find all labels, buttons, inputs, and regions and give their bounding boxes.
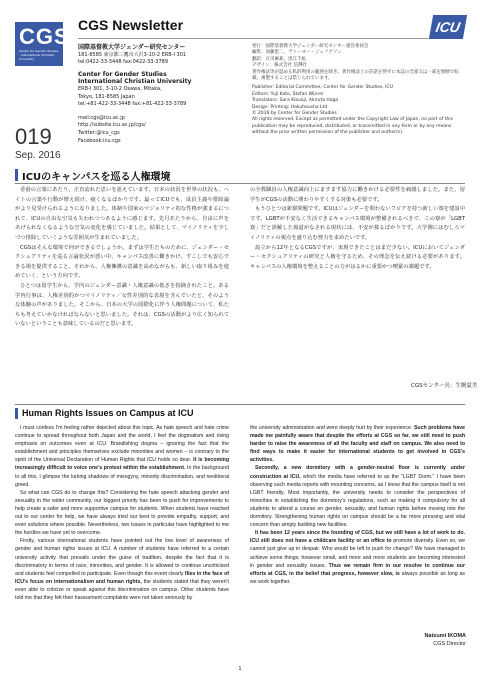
- en-bold-text: Such problems have made me painfully aware that despite the efforts at CGS so far, we still need to push harder to raise the awareness of all the faculty and staff on campus. We also need to find ways to make it easier for international students to get involved in CGS's activities.: [250, 425, 465, 464]
- jp-paragraph: 香港の言葉にあたり、正直流れた思いを語えています。日本の状況を世界の状況も、ヘイトの言葉や行動が增え続け、疲くなるばかりです。最ってICUでも、成員主義や排除論がより見受けられるようになりました。体制や国家のマジョリティ的な性格が強まるにつれて、ICUの自由な空気も失われつつあるように感じます。先月あたりから、自由に声をあげられなくなるような空気の変化を感じていました。結果として、マイノリティを少しづつ排除していくような雰囲気が生まれていました。: [15, 187, 229, 241]
- cgs-logo-subtext: Center for Gender Studies · International Christian University: [19, 49, 59, 61]
- jp-paragraph: 設立から12年となるCGSですが、実現できたことはまだ少ない。ICUにおいてジェンダー・セクシュアリティの研究と人権を守るため、その理念を伝え続ける必要があります。キャンパスの人権環境を整えることの力がはるかに重要かつ喫緊の課題です。: [250, 244, 465, 270]
- en-paragraph: [15, 537, 229, 602]
- pub-en-2: Editors: Yuji Kato, Stefan Würrer: [252, 91, 324, 97]
- jp-paragraph: の全教職員の人権意識向上にますます協力に働きかける必要性を痛感しました。また、留学生がCGSの活動に関わりやすくする対策も必要です。: [250, 187, 465, 203]
- pub-en-4: Design: Printing: Hakuhousha Ltd: [252, 104, 328, 110]
- en-text: which the media have referred to as the "LGBT Dorm." I have been observing such media reports with mounting concerns, as I know that the campus itself is not LGBT friendly. Most importantly, the university needs to consider the perspectives of minorities in establishing the dormitory's regulations, such as making it compulsory for all students to attend a course on gender, sexuality, and human rights before moving into the dormitory. Strengthening human rights on campus should be a far more pressing and vital concern than simply building new facilities.: [250, 473, 465, 529]
- en-bold-text: It is becoming increasingly difficult to voice one's protest within the establishment.: [15, 457, 229, 472]
- newsletter-title: CGS Newsletter: [78, 17, 184, 33]
- jp-paragraph: CGSはそんな環境で何ができるでしょうか。まずは学生たちのために、ジェンダー・セクシュアリティを巡る言論状況が悪い中、キャンパス改善に働きかけ、すこしでも安心できる場を提供すること。それから、人権擁護の意識を高めながらも、新しい取り組みを進めていく、という方向です。: [15, 244, 229, 280]
- en-paragraph: [250, 424, 465, 464]
- pub-jp-3: 翻訳：庄司麻莉、黒江千紘: [252, 56, 306, 62]
- jp-column-2: [250, 186, 465, 376]
- contact-en-tel: tel:+81-422-33-3448 fax:+81-422-33-3789: [78, 101, 187, 108]
- issue-number: 019: [15, 124, 52, 149]
- pub-en-3: Translators: Sara Kikuoji, Akiruta Haga: [252, 98, 339, 104]
- en-paragraph: [250, 464, 465, 529]
- jp-column-1: [15, 186, 229, 398]
- contact-block: [78, 44, 228, 145]
- pub-en-1: Publisher: Editorial Committee, Center for Gender Studies, ICU: [252, 85, 393, 91]
- jp-heading-rule: [15, 183, 465, 184]
- pub-en-5: © 2016 by Center for Gender Studies: [252, 111, 337, 117]
- contact-jp-address: 181-8585 東京都三鷹市大沢3-10-2 ERB-I 301: [78, 51, 187, 58]
- en-bold-text: It has been 12 years since the founding of CGS, but we still have a lot of work to do. ICU still does not have a childcare facility or an office to: [250, 530, 465, 545]
- jp-article-title: ICUのキャンパスを巡る人権環境: [22, 171, 171, 183]
- en-article-title: Human Rights Issues on Campus at ICU: [22, 408, 194, 418]
- contact-jp-name: 国際基督教大学ジェンダー研究センター: [78, 44, 186, 51]
- en-text: always possible as long as we work together.: [250, 570, 465, 585]
- jp-article-heading: [15, 168, 170, 182]
- en-column-1: [15, 424, 229, 660]
- pub-jp-1: 発行：国際基督教大学ジェンダー研究センター運営委員会: [252, 44, 369, 49]
- en-column-2: [250, 424, 465, 630]
- en-signature-name: Natsumi IKOMA: [424, 633, 466, 639]
- en-bold-text: flies in the face of ICU's focus on internationalism and human rights,: [15, 570, 229, 585]
- en-bold-text: Thus we remain firm in our resolve to continue our efforts at CGS, in the belief that progress, however slow, is: [250, 562, 465, 577]
- heading-bar: [15, 408, 18, 419]
- contact-en-name-2: International Christian University: [78, 78, 192, 86]
- pub-jp-4: デザイン：株式会社 信輝社: [252, 63, 308, 69]
- publication-info: [252, 44, 466, 137]
- pub-jp-5: 著作権法等が認める私的利用の範囲を除き、著作権法上の許諾を得ずに本誌の全部又は一部を無断で転載、複製することは禁じられています。: [252, 69, 459, 82]
- contact-mail-link[interactable]: mail:cgs@icu.ac.jp: [78, 114, 125, 121]
- pub-en-6: All rights reserved. Except as permitted under the Copyright Law of Japan, no part of this publication may be reproduced, distributed, or transmitted in any form or by any means without the prior written permission of the publisher and author(s).: [252, 117, 453, 136]
- contact-jp-tel: tel:0422-33-3448 fax:0422-33-3789: [78, 59, 169, 66]
- en-text: the students stated that they weren't even able to criticize or speak against this discrimination on campus. Other students have told me that they felt their harassment complaints were not taken seriously by: [15, 578, 229, 601]
- en-text: the university administration and were deeply hurt by their experience.: [250, 425, 413, 431]
- cgs-logo: [15, 22, 70, 66]
- contact-facebook-link[interactable]: Facebook:icu.cgs: [78, 137, 121, 144]
- en-text: I must confess I'm feeling rather dejected about this topic. As hate speech and hate crime continue to spread throughout both Japan and the world, I feel the dogmatism and rising emphasis on outcomes even at ICU. Brandishing dogma – ignoring the fact that the establishment and principles themselves exclude minorities and women – is contrary to the spirit of the Universal Declaration of Human Rights that ICU holds so dear.: [15, 425, 229, 464]
- title-rule: [78, 38, 428, 39]
- en-signature: [380, 632, 466, 648]
- page-number: 1: [238, 666, 242, 672]
- jp-paragraph: ひとつは留学生から、学内のジェンダー意識・人権意識の低さを指摘されたこと。ある学内行事は、人権差別的かつマイノリティ／女性差別的な表現を含んでいたと、そのような体験の声がありました。そこから、日本の大学の国際化に伴う人権問題について、私たちも考えていかなければならないと思いました。それは、CGSの活動がより広く知られていないということも意味しているのだと思います。: [15, 282, 229, 328]
- issue-date: Sep. 2016: [15, 150, 61, 161]
- cgs-logo-text: CGS: [19, 24, 70, 49]
- en-text: Firstly, various international students have pointed out the low level of awareness of gender and human rights issues at ICU. A number of students have referred to a certain university activity that prevails under the guise of tradition, despite the fact that it is discriminatory in terms of race, minorities, and gender. It is allowed to continue uncriticized and students feel compelled to participate. Even though this event clearly: [15, 538, 229, 577]
- contact-twitter-link[interactable]: Twitter:@icu_cgs: [78, 129, 120, 136]
- jp-signature: CGSセンター長：生駒夏美: [411, 383, 478, 389]
- pub-jp-2: 編集：加藤恵二、ヴァーヨー・ジェフアソン: [252, 50, 342, 56]
- en-bold-text: Secondly, a new dormitory with a gender-neutral floor is currently under construction at ICU,: [250, 465, 465, 480]
- jp-paragraph: もうひとつは新寮問題です。ICUはジェンダーを問わないフロアを持つ新しい寮を建設中です。LGBTが不安なく生活できるキャンパス環境が整備されるべきで、この寮が「LGBT寮」だと誤解した報道がなされる現状には、不安が募るばかりです。大学側にはむしろマイノリティの視点を盛り込む努力を求めたいです。: [250, 206, 465, 241]
- icu-logo: ICU: [429, 15, 467, 39]
- contact-en-address-1: ERB-I 301, 3-10-2 Osawa, Mitaka,: [78, 85, 162, 92]
- en-text: promote diversity. Even so, we cannot just give up in despair. Who would be left to push for change? We have managed to achieve some things, however small, and more and more students are becoming interested in gender and sexuality issues.: [250, 538, 465, 569]
- en-top-rule: [15, 404, 465, 405]
- heading-bar: [15, 169, 18, 181]
- en-signature-title: CGS Director: [433, 641, 466, 647]
- en-text: In the background to all this, I glimpse the lurking shadows of misogyny, minority discrimination, and neoliberal greed.: [15, 465, 229, 488]
- contact-web-link[interactable]: http://subsite.icu.ac.jp/cgs/: [78, 122, 146, 129]
- en-paragraph: [15, 424, 229, 489]
- en-article-heading: [15, 406, 215, 420]
- contact-en-address-2: Tokyo, 181-8585 Japan: [78, 93, 135, 100]
- contact-en-name-1: Center for Gender Studies: [78, 70, 167, 78]
- en-paragraph: So what can CGS do to change this? Considering the hate speech attacking gender and sexuality in the wider community, our biggest priority has been to push for improvements to help create a safer and more supportive campus for students. When students have reached out to our center for help, we have always tried our best to provide empathy, support, and even solutions where possible. Nevertheless, two issues in particular have highlighted to me the hurdles we have yet to overcome.: [15, 489, 229, 537]
- en-paragraph: [250, 529, 465, 586]
